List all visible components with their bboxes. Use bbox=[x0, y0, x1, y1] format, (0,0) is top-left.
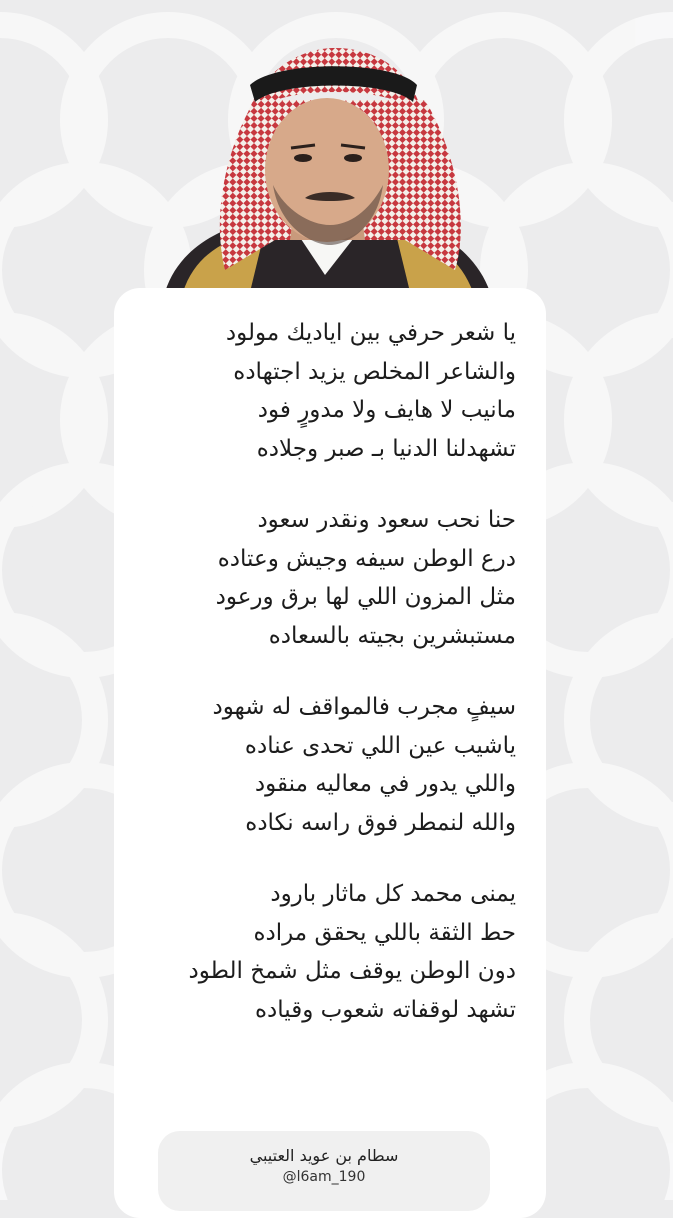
poem-line: حط الثقة باللي يحقق مراده bbox=[253, 919, 516, 946]
poem-card bbox=[114, 288, 546, 1218]
poem-line: يا شعر حرفي بين اياديك مولود bbox=[225, 320, 516, 346]
poem-line: والله لنمطر فوق راسه نكاده bbox=[245, 809, 516, 836]
portrait-image bbox=[155, 30, 495, 292]
stanza-3 bbox=[144, 688, 516, 842]
poem-line: دون الوطن يوقف مثل شمخ الطود bbox=[188, 958, 516, 984]
poet-handle[interactable]: @l6am_190 bbox=[282, 1169, 366, 1185]
poem-line: يمنى محمد كل ماثار بارود bbox=[270, 881, 516, 907]
stanza-1 bbox=[144, 314, 516, 468]
poem-line: تشهدلنا الدنيا بـ صبر وجلاده bbox=[256, 435, 516, 462]
poem-line: ياشيب عين اللي تحدى عناده bbox=[244, 732, 516, 759]
poem-line: والشاعر المخلص يزيد اجتهاده bbox=[233, 358, 516, 385]
poem-line: سيفٍ مجرب فالمواقف له شهود bbox=[212, 694, 516, 720]
poem-line: تشهد لوقفاته شعوب وقياده bbox=[254, 996, 516, 1023]
poem-line: واللي يدور في معاليه منقود bbox=[254, 771, 516, 797]
poem-line: درع الوطن سيفه وجيش وعتاده bbox=[217, 545, 516, 572]
poem-line: مثل المزون اللي لها برق ورعود bbox=[215, 584, 516, 610]
signature-box bbox=[158, 1131, 490, 1211]
poem-line: مستبشرين بجيته بالسعاده bbox=[268, 622, 516, 649]
poet-name: سطام بن عويد العتيبي bbox=[249, 1146, 399, 1165]
stanza-2 bbox=[144, 501, 516, 655]
poem bbox=[114, 314, 546, 1062]
poem-line: حنا نحب سعود ونقدر سعود bbox=[257, 507, 516, 533]
poem-line: مانيب لا هايف ولا مدورٍ فود bbox=[257, 397, 516, 423]
stanza-4 bbox=[144, 875, 516, 1029]
